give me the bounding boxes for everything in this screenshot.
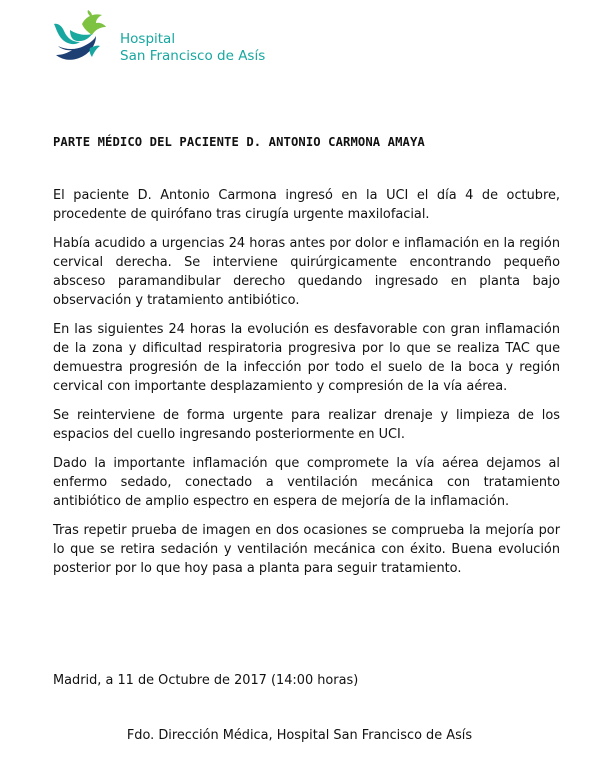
paragraph-2: Había acudido a urgencias 24 horas antes por dolor e inflamación en la región cervical derecha. Se interviene quirúrgicamente encontrando pequeño absceso paramandibular derecho quedando ingresado en planta bajo observación y tratamiento antibiótico.: [53, 236, 560, 308]
paragraph-4: Se reinterviene de forma urgente para realizar drenaje y limpieza de los espacios del cuello ingresando posteriormente en UCI.: [53, 408, 560, 442]
logo-line-hospital: Hospital: [120, 31, 176, 47]
paragraph-5: Dado la importante inflamación que compromete la vía aérea dejamos al enfermo sedado, conectado a ventilación mecánica con tratamiento antibiótico de amplio espectro en espera de mejoría de la inflamación.: [53, 456, 560, 509]
logo-text: [120, 31, 265, 65]
hospital-logo: [52, 10, 282, 68]
dove-logo-icon: [52, 10, 114, 68]
paragraph-1: El paciente D. Antonio Carmona ingresó en la UCI el día 4 de octubre, procedente de quirófano tras cirugía urgente maxilofacial.: [53, 188, 560, 222]
logo-line-name: San Francisco de Asís: [120, 48, 266, 64]
signature-line: Fdo. Dirección Médica, Hospital San Francisco de Asís: [126, 728, 473, 743]
date-line: Madrid, a 11 de Octubre de 2017 (14:00 horas): [53, 673, 359, 688]
document-title: PARTE MÉDICO DEL PACIENTE D. ANTONIO CARMONA AMAYA: [53, 135, 425, 149]
document-body: [53, 186, 560, 588]
paragraph-6: Tras repetir prueba de imagen en dos ocasiones se comprueba la mejoría por lo que se retira sedación y ventilación mecánica con éxito. Buena evolución posterior por lo que hoy pasa a planta para seguir tratamiento.: [53, 523, 560, 576]
paragraph-3: En las siguientes 24 horas la evolución es desfavorable con gran inflamación de la zona y dificultad respiratoria progresiva por lo que se realiza TAC que demuestra progresión de la infección por todo el suelo de la boca y región cervical con importante desplazamiento y compresión de la vía aérea.: [53, 322, 560, 394]
